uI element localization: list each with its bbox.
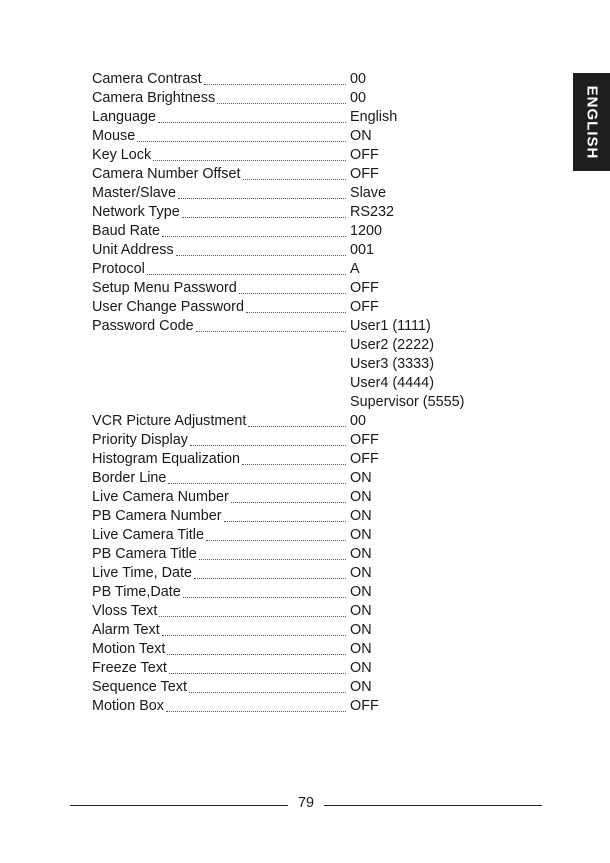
setting-label: [92, 127, 348, 146]
setting-value: ON: [350, 489, 372, 505]
setting-value: User1 (1111): [350, 318, 431, 334]
settings-row: [92, 697, 492, 716]
dot-leader: [183, 597, 346, 598]
setting-value: User4 (4444): [350, 375, 434, 391]
settings-row: [92, 507, 492, 526]
setting-label: [92, 412, 348, 431]
setting-label: [92, 184, 348, 203]
dot-leader: [243, 179, 347, 180]
setting-value: ON: [350, 527, 372, 543]
setting-label-text: Password Code: [92, 318, 194, 334]
language-tab: [573, 73, 610, 171]
setting-value: ON: [350, 679, 372, 695]
setting-label: [92, 469, 348, 488]
setting-value: 1200: [350, 223, 383, 239]
settings-row: [92, 545, 492, 564]
setting-label-text: Setup Menu Password: [92, 280, 237, 296]
setting-label: [92, 697, 348, 716]
setting-label: [92, 222, 348, 241]
settings-row: [92, 469, 492, 488]
setting-label: [92, 526, 348, 545]
page-number: 79: [297, 795, 314, 811]
setting-label: [92, 70, 348, 89]
setting-value: OFF: [350, 299, 379, 315]
settings-row-continuation: [92, 336, 492, 355]
dot-leader: [206, 540, 346, 541]
settings-row-continuation: [92, 355, 492, 374]
dot-leader: [167, 654, 346, 655]
setting-label: [92, 507, 348, 526]
dot-leader: [182, 217, 346, 218]
setting-label-text: Camera Contrast: [92, 71, 202, 87]
setting-label-text: Freeze Text: [92, 660, 167, 676]
settings-row-continuation: [92, 393, 492, 412]
setting-value: ON: [350, 622, 372, 638]
settings-row: [92, 583, 492, 602]
dot-leader: [153, 160, 346, 161]
settings-row: [92, 241, 492, 260]
dot-leader: [189, 692, 346, 693]
setting-label: [92, 241, 348, 260]
setting-value: ON: [350, 641, 372, 657]
settings-row: [92, 317, 492, 336]
setting-value: ON: [350, 660, 372, 676]
setting-label-text: Baud Rate: [92, 223, 161, 239]
setting-value: A: [350, 261, 360, 277]
setting-value: User2 (2222): [350, 337, 434, 353]
footer-rule-right: [324, 805, 542, 806]
setting-label-text: Camera Number Offset: [92, 166, 241, 182]
setting-label: [92, 146, 348, 165]
dot-leader: [242, 464, 346, 465]
setting-label: [92, 678, 348, 697]
setting-label-text: PB Time,Date: [92, 584, 181, 600]
setting-value: User3 (3333): [350, 356, 434, 372]
setting-value: Supervisor (5555): [350, 394, 465, 410]
settings-row: [92, 298, 492, 317]
setting-label-text: Unit Address: [92, 242, 174, 258]
dot-leader: [166, 711, 346, 712]
setting-label: [92, 450, 348, 469]
dot-leader: [231, 502, 346, 503]
settings-row: [92, 678, 492, 697]
settings-row: [92, 222, 492, 241]
setting-label: [92, 583, 348, 602]
setting-value: English: [350, 109, 398, 125]
setting-label: [92, 640, 348, 659]
setting-label-text: Live Camera Title: [92, 527, 204, 543]
setting-value: 00: [350, 90, 367, 106]
setting-label-text: Camera Brightness: [92, 90, 216, 106]
setting-label: [92, 203, 348, 222]
setting-value: 00: [350, 71, 367, 87]
settings-row: [92, 526, 492, 545]
setting-value: OFF: [350, 166, 379, 182]
setting-value: ON: [350, 128, 372, 144]
setting-label: [92, 89, 348, 108]
setting-label: [92, 602, 348, 621]
setting-label-text: Master/Slave: [92, 185, 176, 201]
dot-leader: [246, 312, 346, 313]
language-tab-label: ENGLISH: [583, 85, 600, 159]
setting-value: 001: [350, 242, 375, 258]
dot-leader: [168, 483, 346, 484]
settings-row: [92, 260, 492, 279]
settings-row: [92, 564, 492, 583]
settings-list: [92, 70, 492, 716]
dot-leader: [137, 141, 346, 142]
dot-leader: [176, 255, 346, 256]
dot-leader: [159, 616, 346, 617]
setting-label-text: Motion Text: [92, 641, 166, 657]
setting-label-text: Vloss Text: [92, 603, 158, 619]
setting-label-text: Border Line: [92, 470, 167, 486]
settings-row: [92, 203, 492, 222]
dot-leader: [224, 521, 346, 522]
setting-label: [92, 564, 348, 583]
settings-row: [92, 431, 492, 450]
dot-leader: [178, 198, 346, 199]
setting-value: ON: [350, 603, 372, 619]
settings-row: [92, 108, 492, 127]
setting-label: [92, 488, 348, 507]
setting-label-text: Histogram Equalization: [92, 451, 240, 467]
settings-row: [92, 412, 492, 431]
setting-label-text: Sequence Text: [92, 679, 187, 695]
dot-leader: [190, 445, 346, 446]
setting-label: [92, 298, 348, 317]
setting-label: [92, 260, 348, 279]
setting-label-text: Protocol: [92, 261, 145, 277]
dot-leader: [204, 84, 346, 85]
settings-row: [92, 89, 492, 108]
setting-label-text: VCR Picture Adjustment: [92, 413, 247, 429]
setting-label-text: PB Camera Title: [92, 546, 197, 562]
setting-label: [92, 108, 348, 127]
setting-value: OFF: [350, 451, 379, 467]
dot-leader: [169, 673, 346, 674]
dot-leader: [199, 559, 346, 560]
setting-label: [92, 431, 348, 450]
setting-label-text: Motion Box: [92, 698, 164, 714]
setting-value: ON: [350, 470, 372, 486]
settings-row: [92, 184, 492, 203]
setting-value: OFF: [350, 432, 379, 448]
dot-leader: [162, 635, 346, 636]
dot-leader: [194, 578, 346, 579]
setting-label-text: Live Time, Date: [92, 565, 192, 581]
setting-label-text: Alarm Text: [92, 622, 160, 638]
setting-label: [92, 317, 348, 336]
settings-row: [92, 165, 492, 184]
setting-label: [92, 165, 348, 184]
setting-value: OFF: [350, 147, 379, 163]
settings-row: [92, 70, 492, 89]
settings-row: [92, 621, 492, 640]
setting-label: [92, 621, 348, 640]
dot-leader: [239, 293, 346, 294]
setting-label-text: Network Type: [92, 204, 180, 220]
dot-leader: [248, 426, 346, 427]
setting-value: OFF: [350, 280, 379, 296]
settings-row: [92, 659, 492, 678]
setting-label: [92, 279, 348, 298]
setting-value: ON: [350, 584, 372, 600]
settings-row: [92, 279, 492, 298]
settings-row-continuation: [92, 374, 492, 393]
setting-value: RS232: [350, 204, 395, 220]
setting-label-text: Live Camera Number: [92, 489, 229, 505]
setting-label-text: Language: [92, 109, 157, 125]
dot-leader: [217, 103, 346, 104]
settings-row: [92, 640, 492, 659]
settings-row: [92, 488, 492, 507]
settings-row: [92, 602, 492, 621]
setting-value: ON: [350, 546, 372, 562]
settings-row: [92, 127, 492, 146]
setting-label-text: Key Lock: [92, 147, 152, 163]
setting-value: ON: [350, 565, 372, 581]
settings-row: [92, 146, 492, 165]
setting-value: ON: [350, 508, 372, 524]
footer-rule-left: [70, 805, 288, 806]
dot-leader: [147, 274, 346, 275]
setting-value: OFF: [350, 698, 379, 714]
setting-label: [92, 545, 348, 564]
setting-label-text: PB Camera Number: [92, 508, 222, 524]
settings-row: [92, 450, 492, 469]
setting-label: [92, 659, 348, 678]
dot-leader: [162, 236, 346, 237]
setting-value: 00: [350, 413, 367, 429]
dot-leader: [158, 122, 346, 123]
dot-leader: [196, 331, 346, 332]
setting-value: Slave: [350, 185, 386, 201]
setting-label-text: Mouse: [92, 128, 136, 144]
setting-label-text: User Change Password: [92, 299, 244, 315]
setting-label-text: Priority Display: [92, 432, 188, 448]
